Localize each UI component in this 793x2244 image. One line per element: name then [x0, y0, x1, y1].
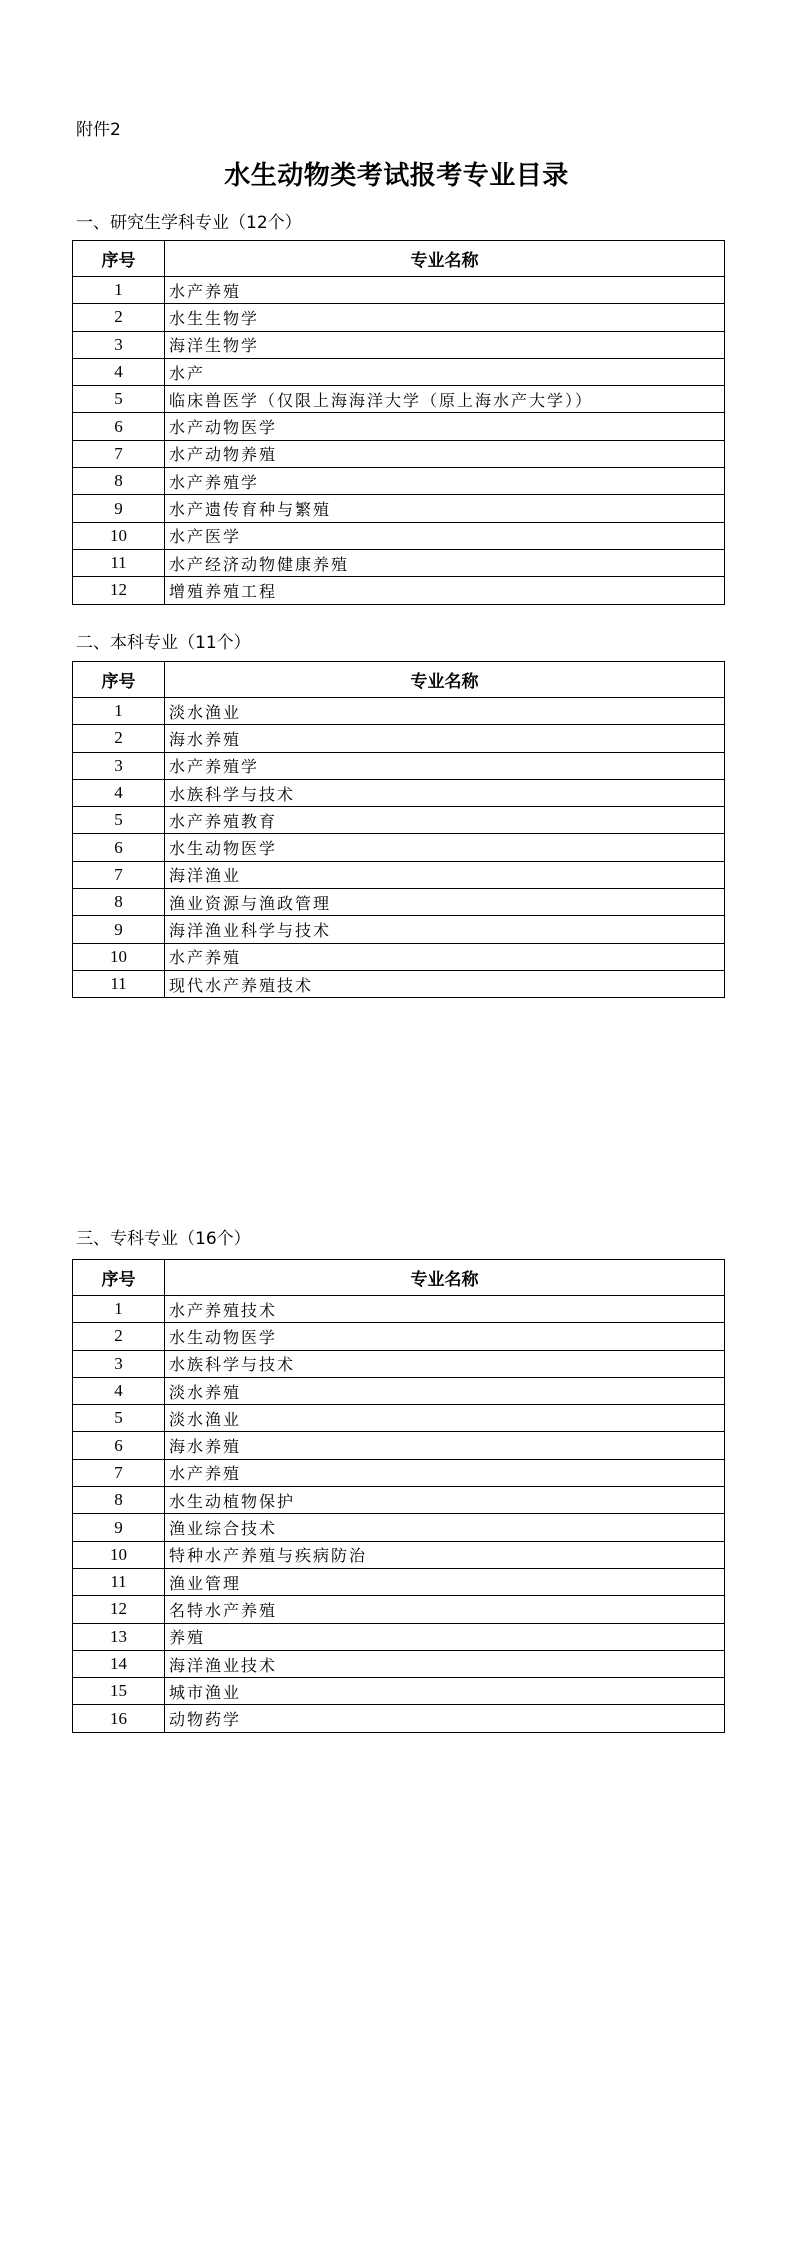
- table-row: [73, 752, 725, 779]
- row-number: 16: [73, 1705, 165, 1732]
- section-heading-junior-college: 三、专科专业（16个）: [76, 1229, 251, 1249]
- row-number: 1: [73, 698, 165, 725]
- table-row: [73, 1541, 725, 1568]
- column-header-no: 序号: [73, 662, 165, 698]
- table-row: [73, 331, 725, 358]
- row-number: 15: [73, 1678, 165, 1705]
- row-number: 10: [73, 1541, 165, 1568]
- major-name: 淡水渔业: [165, 698, 725, 725]
- table-row: [73, 1487, 725, 1514]
- row-number: 7: [73, 861, 165, 888]
- row-number: 6: [73, 834, 165, 861]
- junior-college-majors-table: [72, 1259, 725, 1733]
- row-number: 11: [73, 1568, 165, 1595]
- major-name: 临床兽医学（仅限上海海洋大学（原上海水产大学））: [165, 386, 725, 413]
- row-number: 12: [73, 1596, 165, 1623]
- attachment-label: 附件2: [76, 120, 121, 140]
- column-header-no: 序号: [73, 241, 165, 277]
- table-row: [73, 834, 725, 861]
- row-number: 14: [73, 1650, 165, 1677]
- major-name: 水产: [165, 358, 725, 385]
- row-number: 3: [73, 1350, 165, 1377]
- major-name: 特种水产养殖与疾病防治: [165, 1541, 725, 1568]
- table-row: [73, 1568, 725, 1595]
- major-name: 海洋生物学: [165, 331, 725, 358]
- row-number: 8: [73, 1487, 165, 1514]
- major-name: 水产养殖: [165, 943, 725, 970]
- row-number: 8: [73, 889, 165, 916]
- row-number: 3: [73, 752, 165, 779]
- row-number: 2: [73, 1323, 165, 1350]
- major-name: 养殖: [165, 1623, 725, 1650]
- graduate-majors-table: [72, 240, 725, 605]
- row-number: 7: [73, 1459, 165, 1486]
- table-header-row: [73, 662, 725, 698]
- row-number: 9: [73, 1514, 165, 1541]
- table-row: [73, 889, 725, 916]
- major-name: 水生生物学: [165, 304, 725, 331]
- major-name: 渔业管理: [165, 1568, 725, 1595]
- major-name: 增殖养殖工程: [165, 577, 725, 604]
- table-row: [73, 1432, 725, 1459]
- column-header-no: 序号: [73, 1260, 165, 1296]
- table-row: [73, 1705, 725, 1732]
- major-name: 淡水渔业: [165, 1405, 725, 1432]
- table-row: [73, 495, 725, 522]
- row-number: 4: [73, 1377, 165, 1404]
- row-number: 2: [73, 304, 165, 331]
- row-number: 13: [73, 1623, 165, 1650]
- row-number: 1: [73, 1296, 165, 1323]
- table-row: [73, 1350, 725, 1377]
- table-row: [73, 413, 725, 440]
- row-number: 5: [73, 386, 165, 413]
- section-heading-graduate: 一、研究生学科专业（12个）: [76, 213, 302, 233]
- major-name: 水产动物医学: [165, 413, 725, 440]
- row-number: 7: [73, 440, 165, 467]
- table-row: [73, 861, 725, 888]
- major-name: 现代水产养殖技术: [165, 970, 725, 997]
- document-title: 水生动物类考试报考专业目录: [224, 161, 569, 191]
- major-name: 水产养殖: [165, 1459, 725, 1486]
- major-name: 水产养殖: [165, 277, 725, 304]
- table-row: [73, 807, 725, 834]
- table-row: [73, 1650, 725, 1677]
- row-number: 4: [73, 779, 165, 806]
- table-row: [73, 577, 725, 604]
- major-name: 水产养殖教育: [165, 807, 725, 834]
- major-name: 水族科学与技术: [165, 1350, 725, 1377]
- major-name: 水产养殖学: [165, 468, 725, 495]
- major-name: 水生动物医学: [165, 834, 725, 861]
- table-row: [73, 779, 725, 806]
- major-name: 海洋渔业技术: [165, 1650, 725, 1677]
- row-number: 1: [73, 277, 165, 304]
- row-number: 5: [73, 1405, 165, 1432]
- major-name: 水生动物医学: [165, 1323, 725, 1350]
- table-row: [73, 698, 725, 725]
- column-header-name: 专业名称: [165, 241, 725, 277]
- row-number: 5: [73, 807, 165, 834]
- table-row: [73, 916, 725, 943]
- table-row: [73, 1296, 725, 1323]
- table-row: [73, 725, 725, 752]
- major-name: 海水养殖: [165, 1432, 725, 1459]
- row-number: 9: [73, 495, 165, 522]
- row-number: 6: [73, 413, 165, 440]
- major-name: 水产动物养殖: [165, 440, 725, 467]
- table-row: [73, 943, 725, 970]
- table-row: [73, 1678, 725, 1705]
- undergraduate-majors-table: [72, 661, 725, 998]
- major-name: 水产养殖技术: [165, 1296, 725, 1323]
- table-row: [73, 1459, 725, 1486]
- table-row: [73, 1323, 725, 1350]
- major-name: 水生动植物保护: [165, 1487, 725, 1514]
- table-row: [73, 522, 725, 549]
- table-row: [73, 358, 725, 385]
- table-row: [73, 1623, 725, 1650]
- major-name: 水产养殖学: [165, 752, 725, 779]
- major-name: 名特水产养殖: [165, 1596, 725, 1623]
- table-row: [73, 277, 725, 304]
- table-row: [73, 468, 725, 495]
- column-header-name: 专业名称: [165, 662, 725, 698]
- row-number: 10: [73, 943, 165, 970]
- major-name: 城市渔业: [165, 1678, 725, 1705]
- row-number: 9: [73, 916, 165, 943]
- row-number: 11: [73, 549, 165, 576]
- major-name: 淡水养殖: [165, 1377, 725, 1404]
- section-heading-undergraduate: 二、本科专业（11个）: [76, 633, 251, 653]
- table-row: [73, 386, 725, 413]
- major-name: 水产医学: [165, 522, 725, 549]
- major-name: 动物药学: [165, 1705, 725, 1732]
- table-row: [73, 304, 725, 331]
- row-number: 2: [73, 725, 165, 752]
- table-row: [73, 1514, 725, 1541]
- row-number: 6: [73, 1432, 165, 1459]
- major-name: 渔业资源与渔政管理: [165, 889, 725, 916]
- table-row: [73, 440, 725, 467]
- major-name: 水产经济动物健康养殖: [165, 549, 725, 576]
- row-number: 3: [73, 331, 165, 358]
- major-name: 海洋渔业科学与技术: [165, 916, 725, 943]
- table-row: [73, 549, 725, 576]
- column-header-name: 专业名称: [165, 1260, 725, 1296]
- major-name: 水产遗传育种与繁殖: [165, 495, 725, 522]
- row-number: 11: [73, 970, 165, 997]
- table-row: [73, 1596, 725, 1623]
- row-number: 4: [73, 358, 165, 385]
- major-name: 水族科学与技术: [165, 779, 725, 806]
- table-row: [73, 1377, 725, 1404]
- major-name: 海洋渔业: [165, 861, 725, 888]
- major-name: 海水养殖: [165, 725, 725, 752]
- table-header-row: [73, 1260, 725, 1296]
- major-name: 渔业综合技术: [165, 1514, 725, 1541]
- row-number: 12: [73, 577, 165, 604]
- row-number: 8: [73, 468, 165, 495]
- table-row: [73, 1405, 725, 1432]
- table-row: [73, 970, 725, 997]
- table-header-row: [73, 241, 725, 277]
- row-number: 10: [73, 522, 165, 549]
